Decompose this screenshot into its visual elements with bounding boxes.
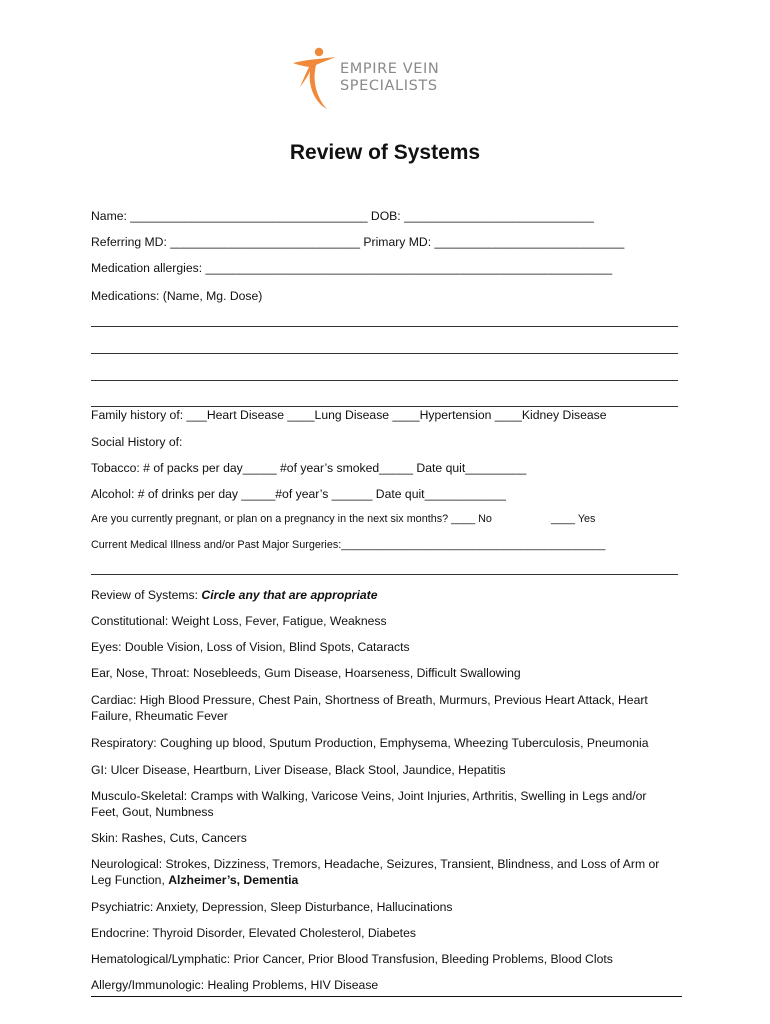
medications-label: Medications: (Name, Mg. Dose) [91, 289, 263, 303]
social-history-label: Social History of: [91, 435, 183, 449]
hematological-item[interactable]: Hematological/Lymphatic: Prior Cancer, Prior Blood Transfusion, Bleeding Problems, Blood Clots [91, 952, 613, 966]
bottom-divider [91, 996, 682, 997]
tobacco-field[interactable]: Tobacco: # of packs per day_____ #of year’s smoked_____ Date quit_________ [91, 461, 527, 475]
name-dob-field[interactable]: Name: ___________________________________ DOB: ____________________________ [91, 209, 594, 223]
constitutional-item[interactable]: Constitutional: Weight Loss, Fever, Fatigue, Weakness [91, 614, 387, 628]
cardiac-item-cont[interactable]: Failure, Rheumatic Fever [91, 709, 228, 723]
review-label: Review of Systems: [91, 588, 202, 602]
eyes-item[interactable]: Eyes: Double Vision, Loss of Vision, Blind Spots, Cataracts [91, 640, 410, 654]
family-history-field[interactable]: Family history of: ___Heart Disease ____Lung Disease ____Hypertension ____Kidney Disease [91, 408, 607, 422]
respiratory-item[interactable]: Respiratory: Coughing up blood, Sputum Production, Emphysema, Wheezing Tuberculosis, Pneumonia [91, 736, 649, 750]
logo-line-1: EMPIRE VEIN [340, 61, 440, 77]
page-title: Review of Systems [289, 141, 481, 164]
medications-line-4[interactable] [91, 406, 678, 407]
medical-illness-line-2[interactable] [91, 574, 678, 575]
pregnant-question[interactable]: Are you currently pregnant, or plan on a pregnancy in the next six months? ____ No [91, 513, 492, 525]
gi-item[interactable]: GI: Ulcer Disease, Heartburn, Liver Disease, Black Stool, Jaundice, Hepatitis [91, 763, 506, 777]
medications-line-2[interactable] [91, 353, 678, 354]
referring-primary-field[interactable]: Referring MD: ____________________________ Primary MD: ____________________________ [91, 235, 625, 249]
medical-illness-field[interactable]: Current Medical Illness and/or Past Major Surgeries:____________________________________________ [91, 539, 606, 551]
empire-vein-logo [290, 46, 470, 110]
musculoskeletal-item-cont[interactable]: Feet, Gout, Numbness [91, 805, 214, 819]
endocrine-item[interactable]: Endocrine: Thyroid Disorder, Elevated Cholesterol, Diabetes [91, 926, 416, 940]
logo-line-2: SPECIALISTS [340, 78, 438, 94]
person-logo-icon [290, 46, 340, 110]
skin-item[interactable]: Skin: Rashes, Cuts, Cancers [91, 831, 247, 845]
medications-line-1[interactable] [91, 326, 678, 327]
neurological-bold-text: Alzheimer’s, Dementia [168, 873, 299, 887]
cardiac-item[interactable]: Cardiac: High Blood Pressure, Chest Pain, Shortness of Breath, Murmurs, Previous Heart Attack, Heart [91, 693, 648, 707]
neurological-text: Leg Function, [91, 873, 169, 887]
ent-item[interactable]: Ear, Nose, Throat: Nosebleeds, Gum Disease, Hoarseness, Difficult Swallowing [91, 666, 521, 680]
logo-wordmark [340, 61, 439, 95]
allergies-field[interactable]: Medication allergies: ____________________________________________________________ [91, 261, 613, 275]
neurological-item-cont[interactable] [91, 873, 298, 887]
review-instruction: Circle any that are appropriate [201, 588, 378, 602]
neurological-item[interactable]: Neurological: Strokes, Dizziness, Tremors, Headache, Seizures, Transient, Blindness, and Loss of Arm or [91, 857, 660, 871]
alcohol-field[interactable]: Alcohol: # of drinks per day _____#of year’s ______ Date quit____________ [91, 487, 506, 501]
psychiatric-item[interactable]: Psychiatric: Anxiety, Depression, Sleep Disturbance, Hallucinations [91, 900, 453, 914]
musculoskeletal-item[interactable]: Musculo-Skeletal: Cramps with Walking, Varicose Veins, Joint Injuries, Arthritis, Swelling in Legs and/or [91, 789, 647, 803]
allergy-item[interactable]: Allergy/Immunologic: Healing Problems, HIV Disease [91, 978, 379, 992]
pregnant-yes-option[interactable]: ____ Yes [551, 513, 596, 525]
review-heading [91, 588, 378, 602]
medications-line-3[interactable] [91, 380, 678, 381]
